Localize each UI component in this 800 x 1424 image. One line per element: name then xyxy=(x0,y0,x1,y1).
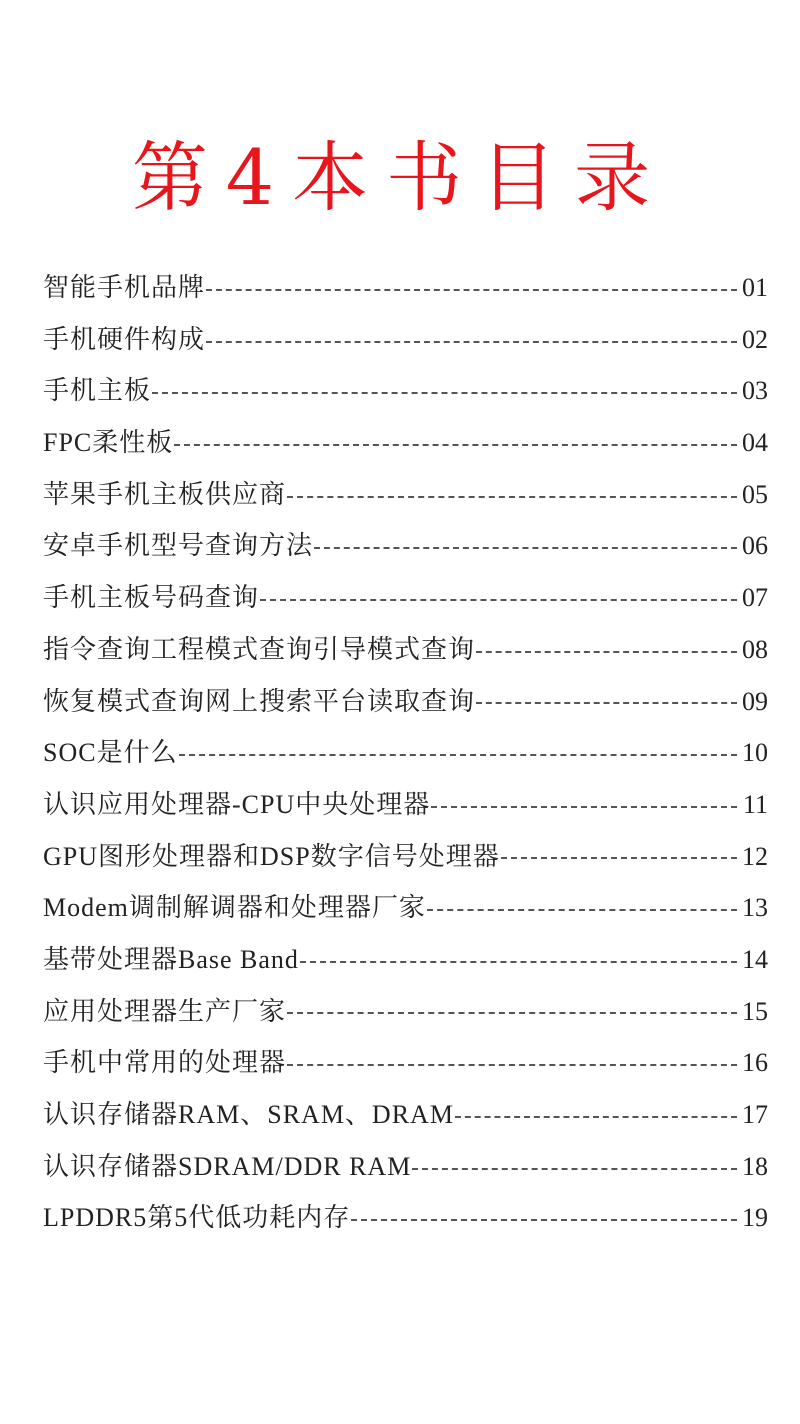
toc-entry-page: 15 xyxy=(742,996,768,1026)
toc-entry-page: 17 xyxy=(742,1100,768,1129)
toc-entry[interactable] xyxy=(43,882,768,934)
toc-entry[interactable] xyxy=(43,676,768,728)
toc-entry[interactable] xyxy=(43,624,768,676)
dash-leader xyxy=(287,1064,737,1066)
toc-entry-label: LPDDR5第5代低功耗内存 xyxy=(43,1203,351,1233)
dash-leader xyxy=(179,754,737,756)
toc-entry-page: 11 xyxy=(742,789,768,819)
toc-entry-page: 05 xyxy=(742,479,768,509)
toc-entry[interactable] xyxy=(43,986,768,1038)
dash-leader xyxy=(455,1116,737,1118)
toc-entry[interactable] xyxy=(43,365,768,417)
dash-leader xyxy=(427,909,737,911)
toc-entry-label: GPU图形处理器和DSP数字信号处理器 xyxy=(43,841,500,871)
toc-entry-label: 应用处理器生产厂家 xyxy=(43,996,287,1026)
dash-leader xyxy=(351,1219,737,1221)
toc-entry-page: 18 xyxy=(742,1151,768,1181)
toc-entry-label: Modem调制解调器和处理器厂家 xyxy=(43,893,426,923)
toc-entry-label: 手机主板 xyxy=(43,376,152,406)
toc-entry-page: 14 xyxy=(742,944,768,974)
toc-entry-label: 恢复模式查询网上搜索平台读取查询 xyxy=(43,686,476,716)
toc-entry-page: 08 xyxy=(742,634,768,664)
toc-entry-page: 03 xyxy=(742,376,768,406)
toc-entry-label: 手机中常用的处理器 xyxy=(43,1048,287,1078)
toc-entry[interactable] xyxy=(43,262,768,314)
toc-entry[interactable] xyxy=(43,1192,768,1244)
toc-entry[interactable] xyxy=(43,934,768,986)
dash-leader xyxy=(287,1012,737,1014)
toc-entry[interactable] xyxy=(43,727,768,779)
toc-entry-page: 04 xyxy=(742,428,768,458)
toc-entry-page: 19 xyxy=(742,1203,768,1233)
table-of-contents xyxy=(43,262,768,1244)
toc-entry-label: 认识存储器RAM、SRAM、DRAM xyxy=(43,1100,454,1129)
dash-leader xyxy=(206,341,737,343)
toc-entry-label: 安卓手机型号查询方法 xyxy=(43,531,314,561)
toc-entry[interactable] xyxy=(43,417,768,469)
dash-leader xyxy=(206,289,737,291)
toc-entry[interactable] xyxy=(43,520,768,572)
toc-entry-page: 02 xyxy=(742,324,768,354)
dash-leader xyxy=(152,392,737,394)
dash-leader xyxy=(314,547,737,549)
toc-entry[interactable] xyxy=(43,831,768,883)
toc-entry[interactable] xyxy=(43,1141,768,1193)
toc-entry-label: 智能手机品牌 xyxy=(43,273,206,302)
dash-leader xyxy=(260,599,737,601)
toc-entry[interactable] xyxy=(43,314,768,366)
toc-entry-page: 13 xyxy=(742,893,768,923)
toc-entry-page: 07 xyxy=(742,583,768,613)
dash-leader xyxy=(476,651,737,653)
dash-leader xyxy=(476,702,737,704)
toc-entry-label: FPC柔性板 xyxy=(43,428,174,458)
toc-entry[interactable] xyxy=(43,1037,768,1089)
toc-entry-label: 手机主板号码查询 xyxy=(43,583,260,613)
toc-entry-label: 认识存储器SDRAM/DDR RAM xyxy=(43,1151,412,1181)
toc-entry-page: 12 xyxy=(742,841,768,871)
toc-entry[interactable] xyxy=(43,469,768,521)
toc-entry-label: 苹果手机主板供应商 xyxy=(43,479,287,509)
dash-leader xyxy=(174,444,737,446)
toc-entry-label: 指令查询工程模式查询引导模式查询 xyxy=(43,634,476,664)
toc-entry[interactable] xyxy=(43,572,768,624)
toc-entry-label: SOC是什么 xyxy=(43,738,178,768)
toc-entry-label: 手机硬件构成 xyxy=(43,324,206,354)
toc-entry-page: 16 xyxy=(742,1048,768,1078)
toc-entry-page: 10 xyxy=(742,738,768,768)
dash-leader xyxy=(412,1168,737,1170)
dash-leader xyxy=(300,961,737,963)
toc-entry-page: 09 xyxy=(742,686,768,716)
toc-entry-label: 基带处理器Base Band xyxy=(43,944,299,974)
toc-entry[interactable] xyxy=(43,779,768,831)
dash-leader xyxy=(501,857,737,859)
toc-entry-label: 认识应用处理器-CPU中央处理器 xyxy=(43,789,431,819)
page-title: 第4本书目录 xyxy=(131,133,669,222)
dash-leader xyxy=(431,806,737,808)
toc-entry[interactable] xyxy=(43,1089,768,1141)
dash-leader xyxy=(287,496,737,498)
toc-entry-page: 06 xyxy=(742,531,768,561)
toc-entry-page: 01 xyxy=(742,273,768,302)
